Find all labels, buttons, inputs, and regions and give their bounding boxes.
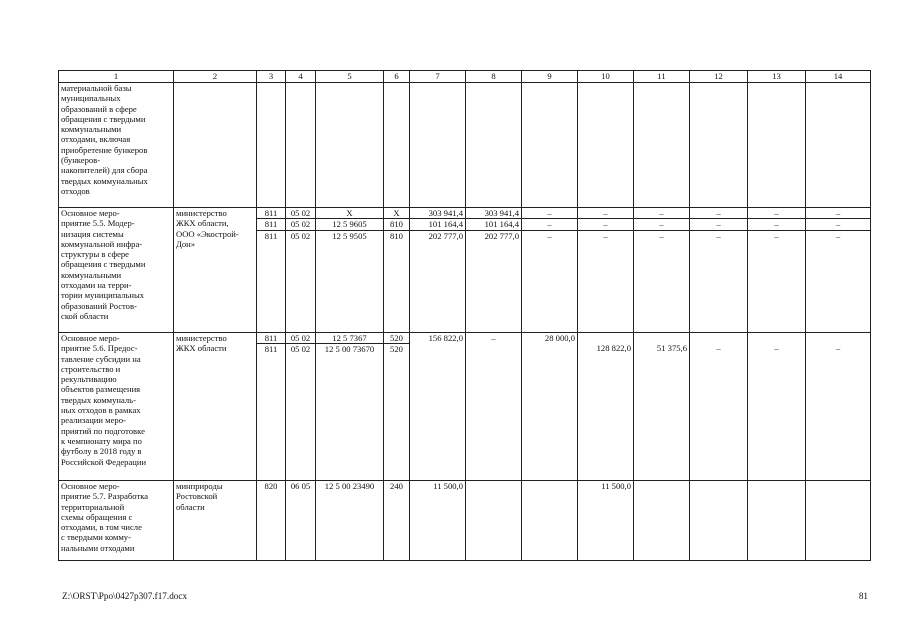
cell-year: 11 500,0 <box>578 481 634 561</box>
cell-year: 51 375,6 <box>634 333 690 481</box>
cell-year: – <box>690 333 748 481</box>
col-header: 11 <box>634 71 690 83</box>
cell-section: 05 02 05 02 <box>286 333 316 481</box>
cell-year: – <box>466 333 522 481</box>
col-header: 12 <box>690 71 748 83</box>
cell-grbs: 820 <box>257 481 286 561</box>
cell-total: 303 941,4 101 164,4 202 777,0 <box>410 208 466 333</box>
cell-year: – <box>748 333 806 481</box>
cell-target: 12 5 7367 12 5 00 73670 <box>316 333 384 481</box>
cell-year: 303 941,4 101 164,4 202 777,0 <box>466 208 522 333</box>
activity-description: Основное меро- приятие 5.7. Разработка территориальной схемы обращения с отходами, в том числе с твердыми комму- нальными отходами <box>59 481 174 561</box>
cell-year: – <box>806 333 871 481</box>
cell-type: 520 520 <box>384 333 410 481</box>
cell-grbs: 811 811 <box>257 333 286 481</box>
col-header: 3 <box>257 71 286 83</box>
col-header: 14 <box>806 71 871 83</box>
table-row <box>59 333 871 481</box>
cell-total: 11 500,0 <box>410 481 466 561</box>
cell-grbs: 811 811 811 <box>257 208 286 333</box>
cell-type: 240 <box>384 481 410 561</box>
table-row <box>59 481 871 561</box>
col-header: 1 <box>59 71 174 83</box>
col-header: 2 <box>174 71 257 83</box>
cell-target: 12 5 00 23490 <box>316 481 384 561</box>
activity-description: материальной базы муниципальных образований в сфере обращения с твердыми коммунальными отходами, включая приобретение бункеров (бункеров- накопителей) для сбора твердых коммунальных отходов <box>59 83 174 208</box>
col-header: 7 <box>410 71 466 83</box>
cell-total: 156 822,0 <box>410 333 466 481</box>
table-row <box>59 83 871 208</box>
page-number: 81 <box>858 591 868 601</box>
cell-year: – – – <box>522 208 578 333</box>
col-header: 5 <box>316 71 384 83</box>
cell-year: – – – <box>578 208 634 333</box>
cell-target: Х 12 5 9605 12 5 9505 <box>316 208 384 333</box>
cell-year: – – – <box>690 208 748 333</box>
cell-year: – – – <box>806 208 871 333</box>
executor: министерство ЖКХ области, ООО «Экострой- Дон» <box>174 208 257 333</box>
col-header: 6 <box>384 71 410 83</box>
cell-section: 05 02 05 02 05 02 <box>286 208 316 333</box>
cell-year: – – – <box>748 208 806 333</box>
cell-year: – – – <box>634 208 690 333</box>
col-header: 13 <box>748 71 806 83</box>
activity-description: Основное меро- приятие 5.6. Предос- тавление субсидии на строительство и рекультивацию объектов размещения твердых коммуналь- ных отходов в рамках реализации меро- приятий по подготовке к чемпионату мира по футболу в 2018 году в Российской Федерации <box>59 333 174 481</box>
col-header: 4 <box>286 71 316 83</box>
file-path: Z:\ORST\Ppo\0427p307.f17.docx <box>62 591 188 601</box>
col-header: 8 <box>466 71 522 83</box>
executor: министерство ЖКХ области <box>174 333 257 481</box>
cell-type: Х 810 810 <box>384 208 410 333</box>
activity-description: Основное меро- приятие 5.5. Модер- низация системы коммунальной инфра- структуры в сфере обращения с твердыми коммунальными отходами на терри- тории муниципальных образований Ростов- ской области <box>59 208 174 333</box>
cell-section: 06 05 <box>286 481 316 561</box>
col-header: 10 <box>578 71 634 83</box>
table-row <box>59 208 871 333</box>
cell-year: 128 822,0 <box>578 333 634 481</box>
col-header: 9 <box>522 71 578 83</box>
budget-table <box>58 70 871 561</box>
executor: минприроды Ростовской области <box>174 481 257 561</box>
cell-year: 28 000,0 <box>522 333 578 481</box>
header-row <box>59 71 871 83</box>
